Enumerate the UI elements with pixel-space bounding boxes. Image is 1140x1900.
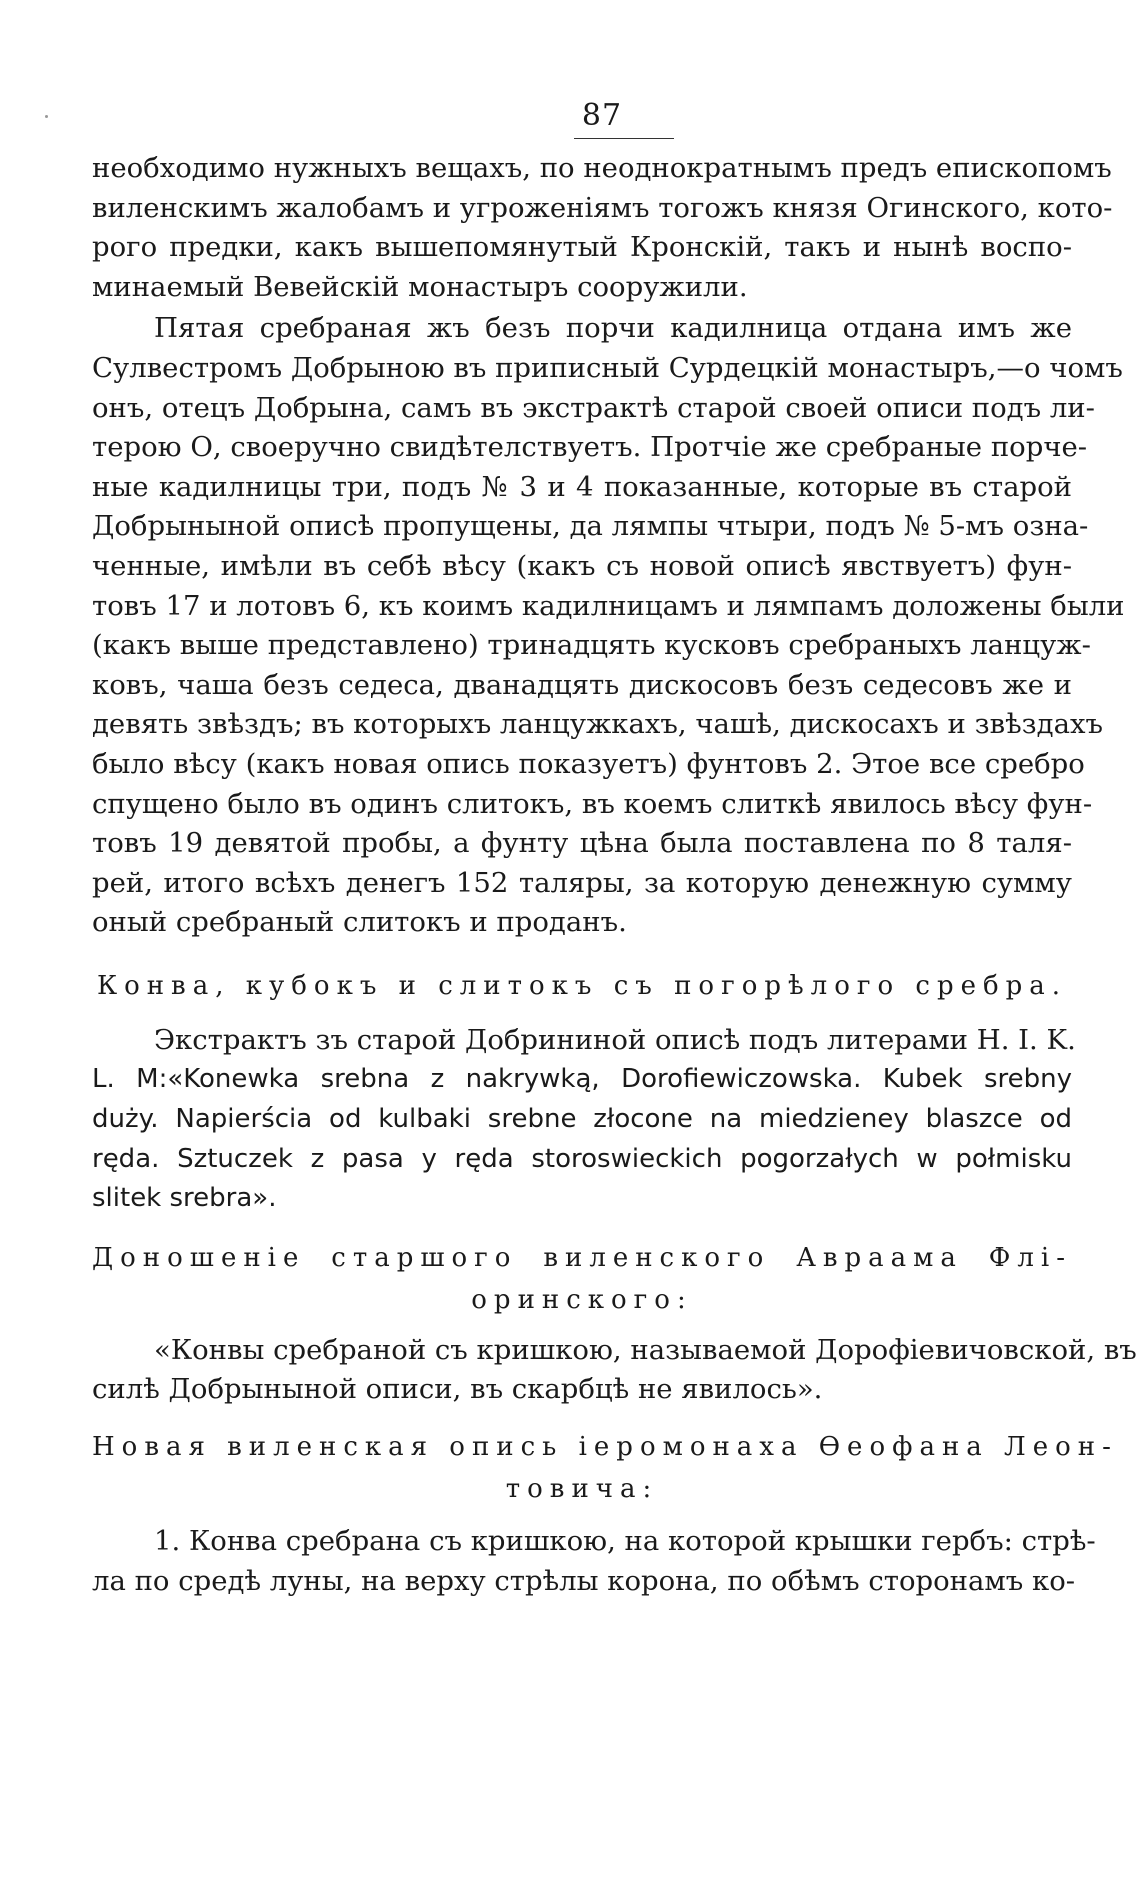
text-line: «Конвы сребраной съ кришкою, называемой Дорофіевичовской, въ bbox=[154, 1333, 1137, 1366]
page-number: 87 bbox=[581, 98, 623, 133]
text-line: ные кадилницы три, подъ № 3 и 4 показанные, которые въ старой bbox=[92, 470, 1072, 503]
text-line: ченные, имѣли въ себѣ вѣсу (какъ съ новой описѣ явствуетъ) фун- bbox=[92, 549, 1072, 582]
section-heading-3 bbox=[92, 1426, 1118, 1510]
heading-line: оринского: bbox=[471, 1284, 693, 1315]
text-line: duży. Napierścia od kulbaki srebne złocone na miedzieney blaszce od bbox=[92, 1104, 1072, 1135]
text-line: девять звѣздъ; въ которыхъ ланцужкахъ, чашѣ, дискосахъ и звѣздахъ bbox=[92, 708, 1103, 741]
paragraph-4 bbox=[92, 1331, 1137, 1410]
text-line: силѣ Добрыныной описи, въ скарбцѣ не явилось». bbox=[92, 1373, 823, 1406]
text-line: оный сребраный слитокъ и проданъ. bbox=[92, 906, 627, 939]
heading-line: Новая виленская опись іеромонаха Өеофана Леон- bbox=[92, 1432, 1118, 1463]
text-line: товъ 17 и лотовъ 6, къ коимъ кадилницамъ и лямпамъ доложены были bbox=[92, 589, 1125, 622]
text-line: Сулвестромъ Добрыною въ приписный Сурдецкій монастыръ,—о чомъ bbox=[92, 351, 1123, 384]
book-page bbox=[92, 96, 1137, 1876]
text-line: рого предки, какъ вышепомянутый Кронскій, такъ и нынѣ воспо- bbox=[92, 231, 1072, 264]
text-line: онъ, отецъ Добрына, самъ въ экстрактѣ старой своей описи подъ ли- bbox=[92, 391, 1095, 424]
paragraph-5 bbox=[92, 1522, 1096, 1601]
text-line: товъ 19 девятой пробы, а фунту цѣна была поставлена по 8 таля- bbox=[92, 827, 1072, 860]
text-line: 1. Конва сребрана съ кришкою, на которой крышки гербъ: стрѣ- bbox=[154, 1525, 1096, 1558]
text-line: ла по средѣ луны, на верху стрѣлы корона, по обѣмъ сторонамъ ко- bbox=[92, 1564, 1076, 1597]
section-heading-1 bbox=[92, 965, 1072, 1007]
text-line: терою О, своеручно свидѣтелствуетъ. Протчіе же сребраные порче- bbox=[92, 431, 1088, 464]
text-line: Экстрактъ зъ старой Добрининой описѣ подъ литерами H. I. K. bbox=[154, 1023, 1076, 1056]
text-line: необходимо нужныхъ вещахъ, по неоднократнымъ предъ епископомъ bbox=[92, 152, 1112, 184]
section-heading-2 bbox=[92, 1237, 1072, 1321]
text-line: Добрыныной описѣ пропущены, да лямпы чтыри, подъ № 5-мъ озна- bbox=[92, 510, 1089, 543]
heading-line: Доношеніе старшого виленского Авраама Флі- bbox=[92, 1242, 1072, 1273]
paragraph-2 bbox=[92, 309, 1125, 943]
text-line: ręda. Sztuczek z pasa y ręda storoswieckich pogorzałych w połmisku bbox=[92, 1143, 1072, 1174]
text-line: (какъ выше представлено) тринадцять кусковъ сребраныхъ ланцуж- bbox=[92, 629, 1091, 662]
paragraph-3 bbox=[92, 1021, 1076, 1219]
text-line: ковъ, чаша безъ седеса, дванадцять дискосовъ безъ седесовъ же и bbox=[92, 668, 1072, 701]
page-number-rule bbox=[574, 138, 674, 139]
scan-speck bbox=[45, 115, 48, 118]
text-line: было вѣсу (какъ новая опись показуетъ) фунтовъ 2. Этое все сребро bbox=[92, 747, 1085, 780]
heading-text: Конва, кубокъ и слитокъ съ погорѣлого сребра. bbox=[96, 970, 1068, 1001]
text-line: виленскимъ жалобамъ и угроженіямъ тогожъ князя Огинского, кото- bbox=[92, 191, 1113, 224]
text-line: минаемый Вевейскій монастыръ сооружили. bbox=[92, 270, 748, 303]
text-line: рей, итого всѣхъ денегъ 152 таляры, за которую денежную сумму bbox=[92, 866, 1072, 899]
text-line: Пятая сребраная жъ безъ порчи кадилница отдана имъ же bbox=[154, 312, 1072, 345]
text-line: slitek srebra». bbox=[92, 1183, 277, 1214]
heading-line: товича: bbox=[505, 1474, 659, 1505]
text-line: L. M:«Konewka srebna z nakrywką, Dorofiewiczowska. Kubek srebny bbox=[92, 1064, 1072, 1095]
text-line: спущено было въ одинъ слитокъ, въ коемъ слиткѣ явилось вѣсу фун- bbox=[92, 787, 1093, 820]
paragraph-1 bbox=[92, 149, 1113, 307]
